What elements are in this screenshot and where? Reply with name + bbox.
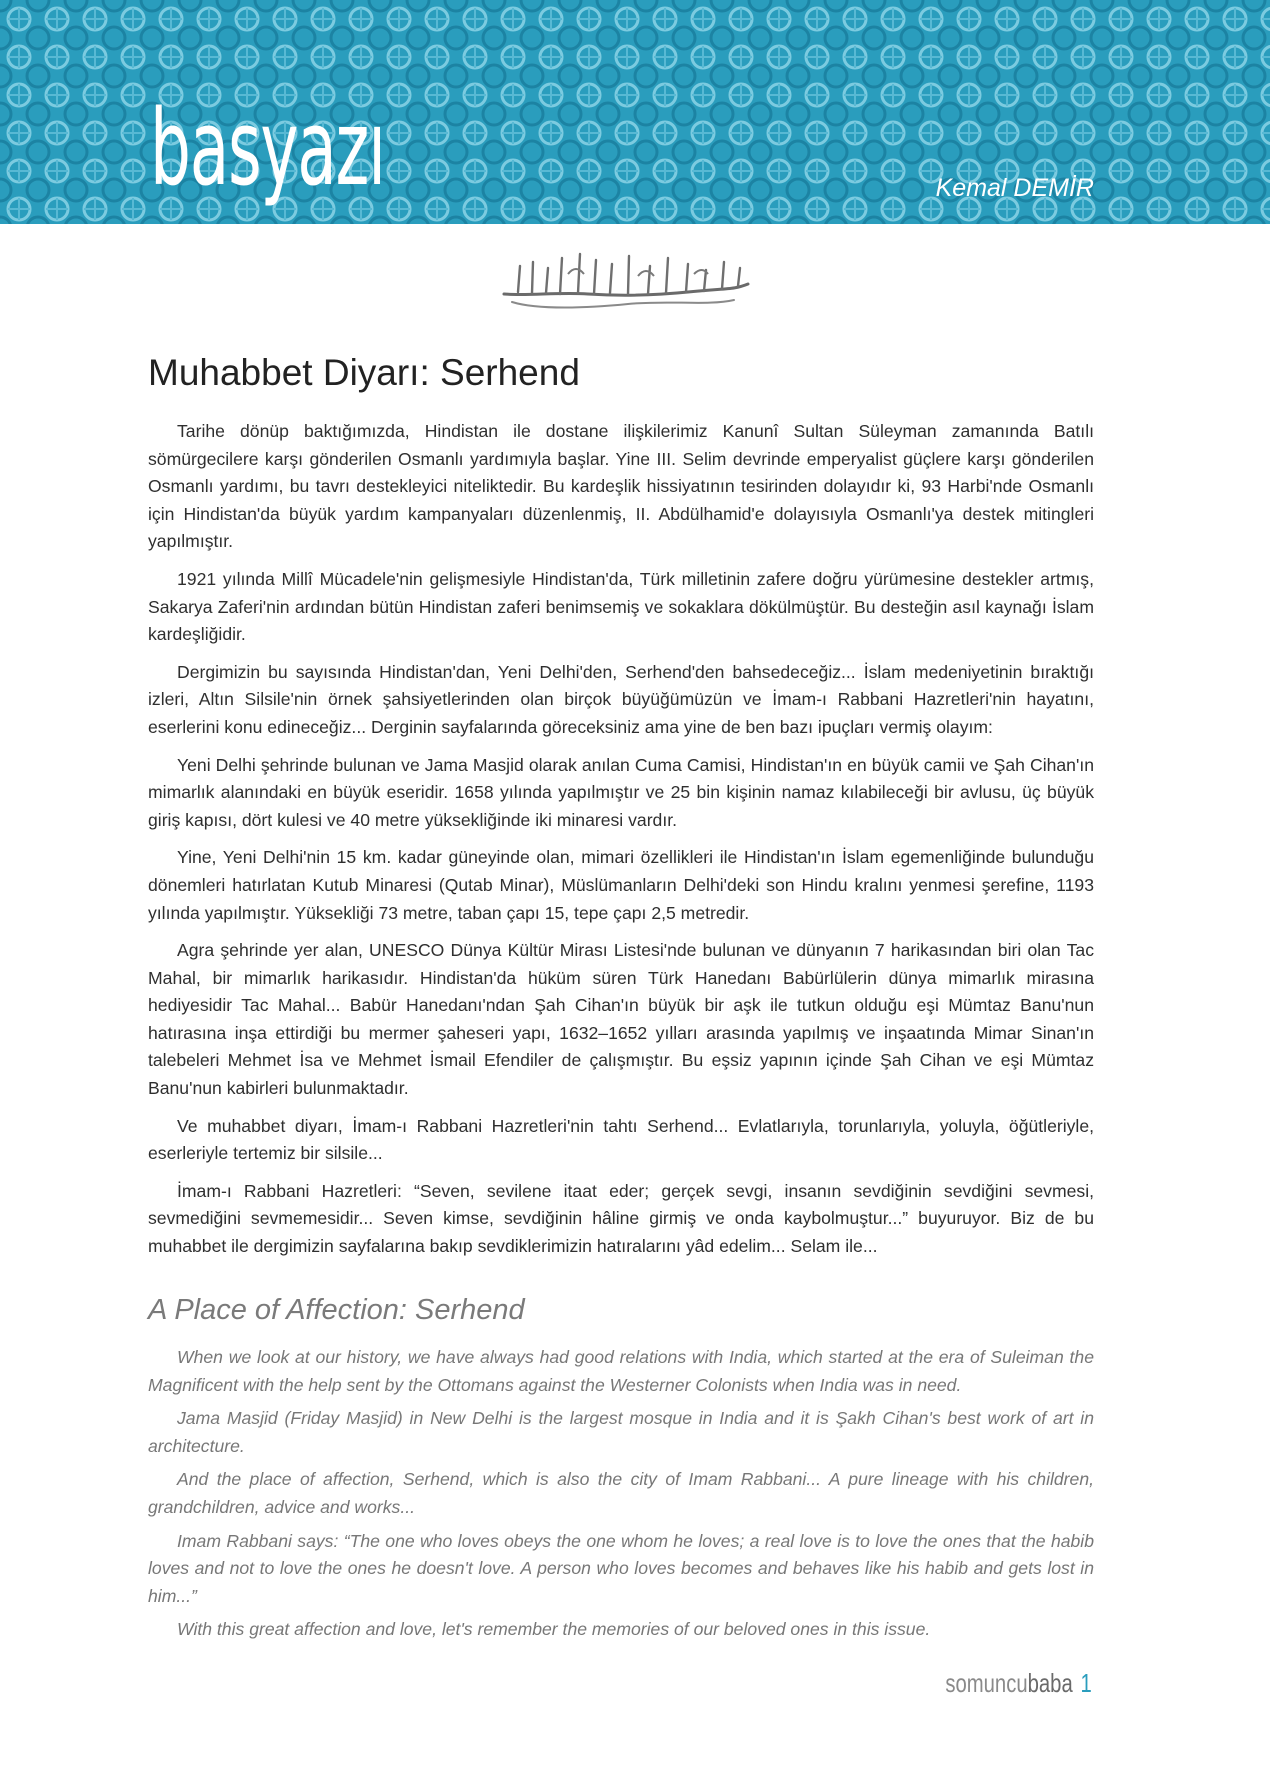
english-paragraph: With this great affection and love, let's remember the memories of our beloved ones in this issue.: [177, 1619, 931, 1640]
magazine-brand: [946, 1668, 1073, 1698]
english-title: A Place of Affection: Serhend: [148, 1294, 525, 1326]
page-footer: [946, 1668, 1092, 1699]
brand-part2: baba: [1027, 1668, 1073, 1698]
english-body: [148, 1344, 1094, 1650]
author-name: Kemal DEMİR: [935, 174, 1094, 202]
article-paragraph: Yine, Yeni Delhi'nin 15 km. kadar güneyinde olan, mimari özellikleri ile Hindistan'ın İslam egemenliğinde bulunduğu dönemleri hatırlatan Kutub Minaresi (Qutab Minar), Müslümanların Delhi'deki son Hindu kralını yenmesi şerefine, 1193 yılında yapılmıştır. Yüksekliği 73 metre, taban çapı 15, tepe çapı 2,5 metredir.: [148, 847, 1094, 923]
article-paragraph: Ve muhabbet diyarı, İmam-ı Rabbani Hazretleri'nin tahtı Serhend... Evlatlarıyla, torunlarıyla, yoluyla, öğütleriyle, eserleriyle tertemiz bir silsile...: [148, 1115, 1094, 1164]
article-title: Muhabbet Diyarı: Serhend: [148, 352, 580, 393]
english-paragraph: When we look at our history, we have always had good relations with India, which started at the era of Suleiman the Magnificent with the help sent by the Ottomans against the Westerner Colonists when India was in need.: [148, 1347, 1094, 1395]
article-body: [148, 418, 1094, 1271]
english-paragraph: And the place of affection, Serhend, which is also the city of Imam Rabbani... A pure lineage with his children, grandchildren, advice and works...: [148, 1469, 1094, 1517]
article-paragraph: Agra şehrinde yer alan, UNESCO Dünya Kültür Mirası Listesi'nde bulunan ve dünyanın 7 harikasından biri olan Tac Mahal, bir mimarlık harikasıdır. Hindistan'da hüküm süren Türk Hanedanı Babürlülerin dünya mimarlık mirasına hediyesidir Tac Mahal... Babür Hanedanı'ndan Şah Cihan'ın büyük bir aşk ile tutkun olduğu eşi Mümtaz Banu'nun hatırasına inşa ettirdiği bu mermer şaheseri yapı, 1632–1652 yılları arasında yapılmış ve inşaatında Mimar Sinan'ın talebeleri Mehmet İsa ve Mehmet İsmail Efendiler de çalışmıştır. Bu eşsiz yapının içinde Şah Cihan ve eşi Mümtaz Banu'nun kabirleri bulunmaktadır.: [148, 940, 1094, 1099]
article-paragraph: Tarihe dönüp baktığımızda, Hindistan ile dostane ilişkilerimiz Kanunî Sultan Süleyman zamanında Batılı sömürgecilere karşı gönderilen Osmanlı yardımıyla başlar. Yine III. Selim devrinde emperyalist güçlere karşı gönderilen Osmanlı yardımı, bu tavrı destekleyici niteliktedir. Bu kardeşlik hissiyatının tesirinden dolayıdır ki, 93 Harbi'nde Osmanlı için Hindistan'da büyük yardım kampanyaları düzenlenmiş, II. Abdülhamid'e dolayısıyla Osmanlı'ya destek mitingleri yapılmıştır.: [148, 421, 1094, 552]
article-paragraph: İmam-ı Rabbani Hazretleri: “Seven, sevilene itaat eder; gerçek sevgi, insanın sevdiğinin sevdiğini sevmesi, sevmediğini sevmemesidir... Seven kimse, sevdiğinin hâline girmiş ve onda kaybolmuştur...” buyuruyor. Biz de bu muhabbet ile dergimizin sayfalarına bakıp sevdiklerimizin hatıralarını yâd edelim... Selam ile...: [148, 1180, 1094, 1257]
english-paragraph: Imam Rabbani says: “The one who loves obeys the one whom he loves; a real love is to love the ones that the habib loves and not to love the ones he doesn't love. A person who loves becomes and behaves like his habib and gets lost in him...”: [148, 1530, 1094, 1606]
header-banner: [0, 0, 1270, 224]
english-paragraph: Jama Masjid (Friday Masjid) in New Delhi is the largest mosque in India and it is Şakh Cihan's best work of art in architecture.: [148, 1408, 1094, 1456]
section-label: basyazı: [150, 87, 385, 209]
basmala-calligraphy-icon: [498, 244, 754, 316]
article-paragraph: 1921 yılında Millî Mücadele'nin gelişmesiyle Hindistan'da, Türk milletinin zafere doğru yürümesine destekler artmış, Sakarya Zaferi'nin ardından bütün Hindistan zaferi benimsemiş ve sokaklara dökülmüştür. Bu desteğin asıl kaynağı İslam kardeşliğidir.: [148, 568, 1094, 645]
brand-part1: somuncu: [945, 1668, 1028, 1698]
page-number: 1: [1080, 1668, 1092, 1698]
article-paragraph: Yeni Delhi şehrinde bulunan ve Jama Masjid olarak anılan Cuma Camisi, Hindistan'ın en büyük camii ve Şah Cihan'ın mimarlık alanındaki en büyük eseridir. 1658 yılında yapılmıştır ve 25 bin kişinin namaz kılabileceği bir avlusu, üç büyük giriş kapısı, dört kulesi ve 40 metre yüksekliğinde iki minaresi vardır.: [148, 754, 1094, 830]
article-paragraph: Dergimizin bu sayısında Hindistan'dan, Yeni Delhi'den, Serhend'den bahsedeceğiz... İslam medeniyetinin bıraktığı izleri, Altın Silsile'nin örnek şahsiyetlerinden olan birçok büyüğümüzün ve İmam-ı Rabbani Hazretleri'nin hayatını, eserlerini konu edineceğiz... Derginin sayfalarında göreceksiniz ama yine de ben bazı ipuçları vermiş olayım:: [148, 661, 1094, 737]
